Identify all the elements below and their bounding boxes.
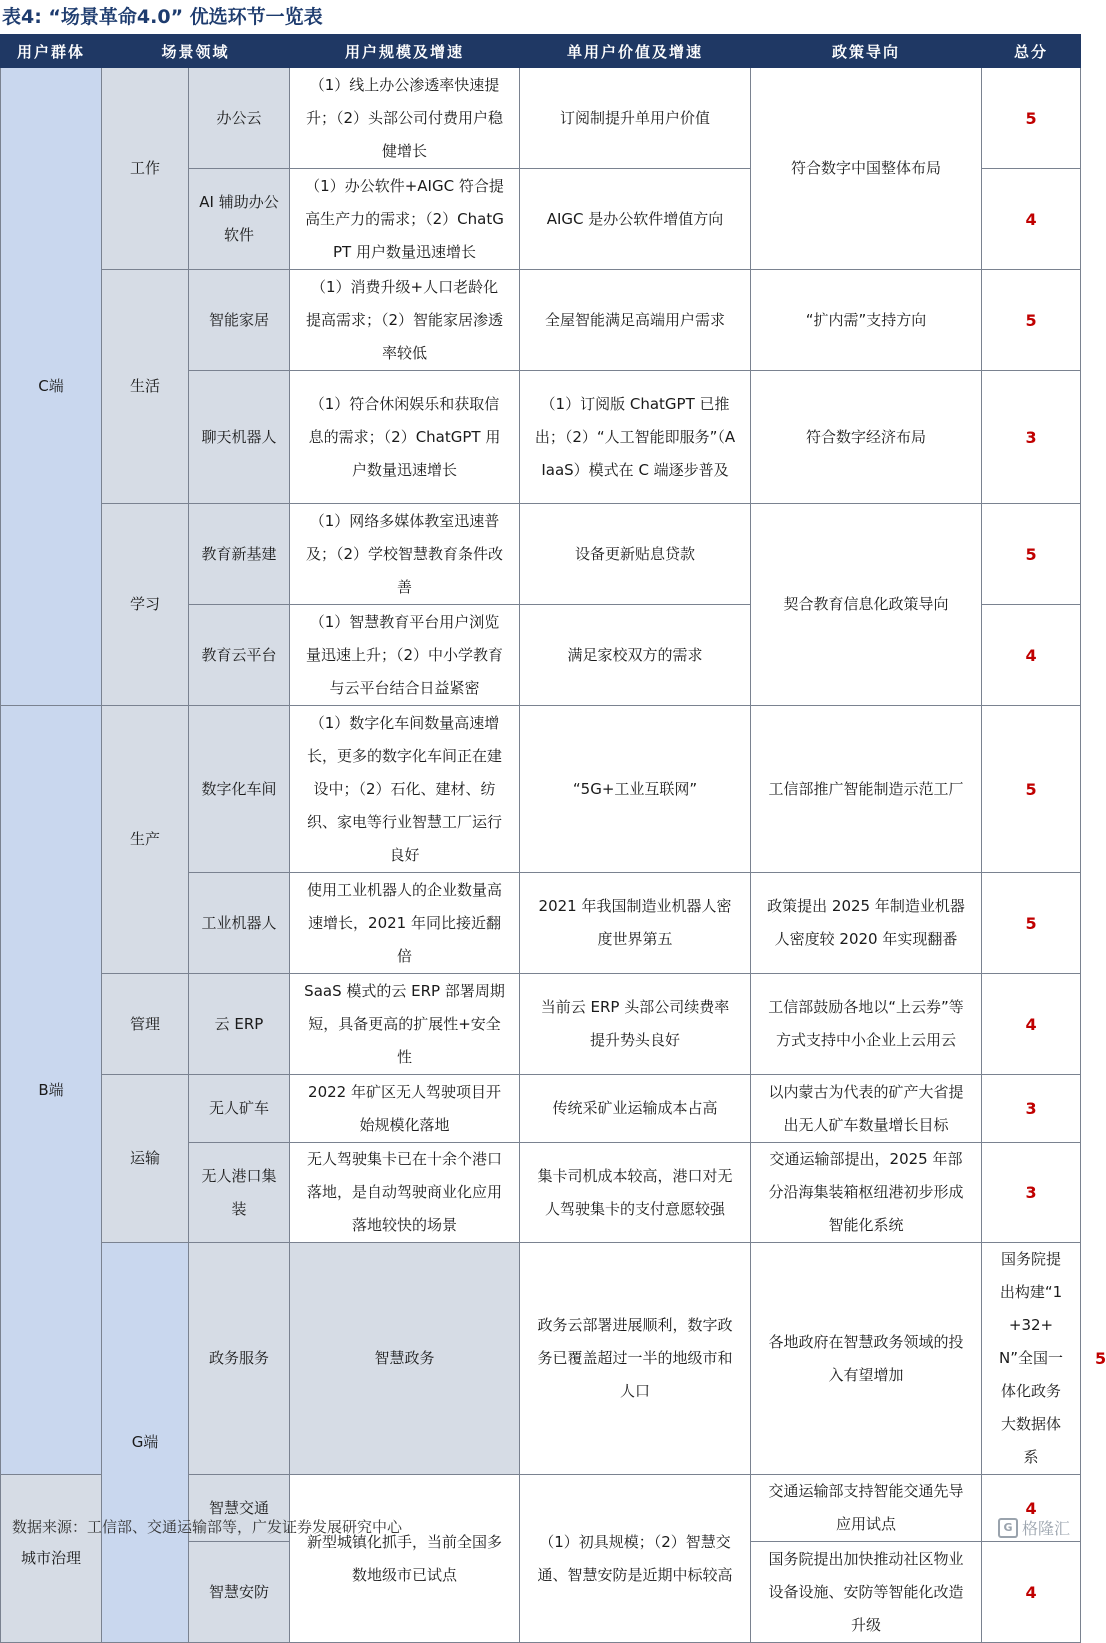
subdomain-cell: 教育新基建 (189, 504, 290, 605)
scale-cell: 无人驾驶集卡已在十余个港口落地，是自动驾驶商业化应用落地较快的场景 (290, 1143, 520, 1243)
value-cell: 设备更新贴息贷款 (520, 504, 751, 605)
watermark (998, 1516, 1070, 1539)
policy-cell: 符合数字中国整体布局 (751, 68, 982, 270)
scale-cell: （1）智慧教育平台用户浏览量迅速上升；（2）中小学教育与云平台结合日益紧密 (290, 605, 520, 706)
header-row (1, 35, 1081, 68)
value-cell: AIGC 是办公软件增值方向 (520, 169, 751, 270)
score-cell: 4 (982, 605, 1081, 706)
subdomain-cell: 智慧政务 (290, 1243, 520, 1475)
scale-cell: （1）线上办公渗透率快速提升；（2）头部公司付费用户稳健增长 (290, 68, 520, 169)
gelonghui-logo-icon: G (998, 1518, 1018, 1538)
value-cell: “5G+工业互联网” (520, 706, 751, 873)
table-row (1, 1075, 1081, 1143)
header-total-score: 总分 (982, 35, 1081, 68)
score-cell: 5 (982, 504, 1081, 605)
group-cell-c: C端 (1, 68, 102, 706)
watermark-text: 格隆汇 (1021, 1519, 1070, 1538)
table-title: 表4: “场景革命4.0” 优选环节一览表 (2, 6, 323, 28)
value-cell: 当前云 ERP 头部公司续费率提升势头良好 (520, 974, 751, 1075)
domain-cell-study: 学习 (102, 504, 189, 706)
score-cell: 3 (982, 371, 1081, 504)
domain-cell-gov-service: 政务服务 (189, 1243, 290, 1475)
table-row: G端 政务服务 智慧政务 政务云部署进展顺利，数字政务已覆盖超过一半的地级市和人口 各地政府在智慧政务领域的投入有望增加 国务院提出构建“1+32+N”全国一体化政务大数据体系 5 (1, 1243, 1081, 1475)
header-user-scale: 用户规模及增速 (290, 35, 520, 68)
score-cell: 3 (982, 1075, 1081, 1143)
policy-cell: 符合数字经济布局 (751, 371, 982, 504)
value-cell: （1）初具规模；（2）智慧交通、智慧安防是近期中标较高 (520, 1475, 751, 1643)
value-cell: 集卡司机成本较高，港口对无人驾驶集卡的支付意愿较强 (520, 1143, 751, 1243)
scale-cell: （1）办公软件+AIGC 符合提高生产力的需求；（2）ChatGPT 用户数量迅速增长 (290, 169, 520, 270)
subdomain-cell: 智慧交通 (189, 1475, 290, 1542)
scale-cell: 使用工业机器人的企业数量高速增长，2021 年同比接近翻倍 (290, 873, 520, 974)
score-cell: 4 (982, 1475, 1081, 1542)
policy-cell: 工信部推广智能制造示范工厂 (751, 706, 982, 873)
score-cell: 4 (982, 1542, 1081, 1643)
subdomain-cell: 办公云 (189, 68, 290, 169)
subdomain-cell: 智慧安防 (189, 1542, 290, 1643)
domain-cell-production: 生产 (102, 706, 189, 974)
policy-cell: 工信部鼓励各地以“上云券”等方式支持中小企业上云用云 (751, 974, 982, 1075)
value-cell: 满足家校双方的需求 (520, 605, 751, 706)
scale-cell: 新型城镇化抓手，当前全国多数地级市已试点 (290, 1475, 520, 1643)
scale-cell: SaaS 模式的云 ERP 部署周期短，具备更高的扩展性+安全性 (290, 974, 520, 1075)
subdomain-cell: 无人矿车 (189, 1075, 290, 1143)
domain-cell-transport: 运输 (102, 1075, 189, 1243)
policy-cell: 国务院提出构建“1+32+N”全国一体化政务大数据体系 (982, 1243, 1081, 1475)
domain-cell-work: 工作 (102, 68, 189, 270)
subdomain-cell: 智能家居 (189, 270, 290, 371)
subdomain-cell: 教育云平台 (189, 605, 290, 706)
policy-cell: 政策提出 2025 年制造业机器人密度较 2020 年实现翻番 (751, 873, 982, 974)
scale-cell: （1）网络多媒体教室迅速普及；（2）学校智慧教育条件改善 (290, 504, 520, 605)
score-cell: 5 (982, 873, 1081, 974)
score-cell: 3 (982, 1143, 1081, 1243)
subdomain-cell: 云 ERP (189, 974, 290, 1075)
value-cell: 传统采矿业运输成本占高 (520, 1075, 751, 1143)
value-cell: 2021 年我国制造业机器人密度世界第五 (520, 873, 751, 974)
scale-cell: （1）数字化车间数量高速增长，更多的数字化车间正在建设中；（2）石化、建材、纺织、家电等行业智慧工厂运行良好 (290, 706, 520, 873)
value-cell: （1）订阅版 ChatGPT 已推出；（2）“人工智能即服务”（AIaaS）模式在 C 端逐步普及 (520, 371, 751, 504)
score-cell: 5 (982, 68, 1081, 169)
scale-cell: （1）消费升级+人口老龄化提高需求；（2）智能家居渗透率较低 (290, 270, 520, 371)
subdomain-cell: 聊天机器人 (189, 371, 290, 504)
domain-cell-city: 城市治理 (1, 1475, 102, 1643)
policy-cell: “扩内需”支持方向 (751, 270, 982, 371)
subdomain-cell: 数字化车间 (189, 706, 290, 873)
value-cell: 各地政府在智慧政务领域的投入有望增加 (751, 1243, 982, 1475)
header-scene-domain: 场景领域 (102, 35, 290, 68)
policy-cell: 以内蒙古为代表的矿产大省提出无人矿车数量增长目标 (751, 1075, 982, 1143)
table-row (1, 706, 1081, 873)
source-note: 数据来源：工信部、交通运输部等，广发证券发展研究中心 (12, 1518, 403, 1536)
score-cell: 4 (982, 974, 1081, 1075)
table-row (1, 504, 1081, 605)
policy-cell: 契合教育信息化政策导向 (751, 504, 982, 706)
group-cell-g: G端 (102, 1243, 189, 1643)
value-cell: 订阅制提升单用户价值 (520, 68, 751, 169)
score-cell: 5 (982, 706, 1081, 873)
scale-cell: （1）符合休闲娱乐和获取信息的需求；（2）ChatGPT 用户数量迅速增长 (290, 371, 520, 504)
subdomain-cell: AI 辅助办公软件 (189, 169, 290, 270)
scale-cell: 2022 年矿区无人驾驶项目开始规模化落地 (290, 1075, 520, 1143)
policy-cell: 国务院提出加快推动社区物业设备设施、安防等智能化改造升级 (751, 1542, 982, 1643)
value-cell: 全屋智能满足高端用户需求 (520, 270, 751, 371)
table-row (1, 270, 1081, 371)
domain-cell-management: 管理 (102, 974, 189, 1075)
data-table (0, 34, 1106, 1643)
scale-cell: 政务云部署进展顺利，数字政务已覆盖超过一半的地级市和人口 (520, 1243, 751, 1475)
group-cell-b: B端 (1, 706, 102, 1475)
subdomain-cell: 无人港口集装 (189, 1143, 290, 1243)
header-policy: 政策导向 (751, 35, 982, 68)
table-row (1, 68, 1081, 169)
subdomain-cell: 工业机器人 (189, 873, 290, 974)
header-unit-value: 单用户价值及增速 (520, 35, 751, 68)
policy-cell: 交通运输部支持智能交通先导应用试点 (751, 1475, 982, 1542)
score-cell: 5 (982, 270, 1081, 371)
table-row (1, 974, 1081, 1075)
score-cell: 4 (982, 169, 1081, 270)
header-user-group: 用户群体 (1, 35, 102, 68)
domain-cell-life: 生活 (102, 270, 189, 504)
policy-cell: 交通运输部提出，2025 年部分沿海集装箱枢纽港初步形成智能化系统 (751, 1143, 982, 1243)
